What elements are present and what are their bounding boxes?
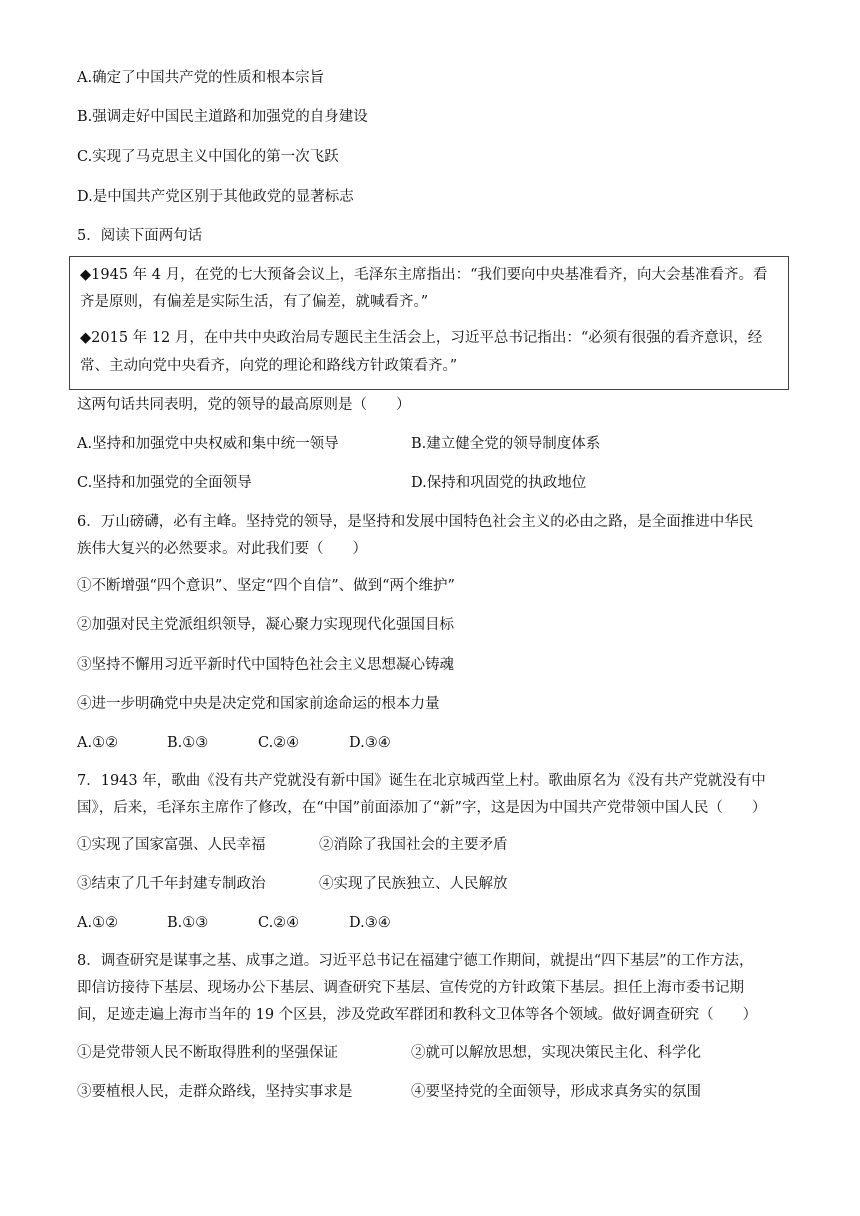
q4-option-d: D.是中国共产党区别于其他政党的显著标志	[77, 189, 354, 205]
q6-item-1: ①不断增强“四个意识”、坚定“四个自信”、做到“两个维护”	[77, 578, 455, 594]
q6-option-d: D.③④	[349, 735, 391, 751]
q7-stem-line-2: 国》，后来，毛泽东主席作了修改，在“中国”前面添加了“新”字，这是因为中国共产党带领中国人民（ ）	[77, 800, 767, 816]
q6-option-c: C.②④	[258, 735, 300, 751]
q5-option-d: D.保持和巩固党的执政地位	[411, 475, 587, 491]
q7-option-a: A.①②	[77, 915, 119, 931]
q7-item-3: ③结束了几千年封建专制政治	[77, 876, 266, 892]
q7-item-2: ②消除了我国社会的主要矛盾	[319, 837, 508, 853]
q6-option-a: A.①②	[77, 735, 119, 751]
q5-quote-box	[69, 256, 789, 390]
q5-option-c: C.坚持和加强党的全面领导	[77, 475, 252, 491]
q8-stem-line-1: 8．调查研究是谋事之基、成事之道。习近平总书记在福建宁德工作期间，就提出“四下基层”的工作方法，	[77, 953, 754, 969]
q8-item-2: ②就可以解放思想，实现决策民主化、科学化	[411, 1045, 701, 1061]
q6-item-3: ③坚持不懈用习近平新时代中国特色社会主义思想凝心铸魂	[77, 657, 454, 673]
q6-option-b: B.①③	[167, 735, 209, 751]
q5-option-a: A.坚持和加强党中央权威和集中统一领导	[77, 436, 339, 452]
q4-option-a: A.确定了中国共产党的性质和根本宗旨	[77, 70, 325, 86]
q5-stem: 5．阅读下面两句话	[77, 228, 203, 244]
q7-item-4: ④实现了民族独立、人民解放	[319, 876, 508, 892]
q7-option-c: C.②④	[258, 915, 300, 931]
q8-item-3: ③要植根人民，走群众路线，坚持实事求是	[77, 1084, 353, 1100]
q5-question: 这两句话共同表明，党的领导的最高原则是（ ）	[77, 397, 411, 413]
q4-option-b: B.强调走好中国民主道路和加强党的自身建设	[77, 109, 368, 125]
q5-option-b: B.建立健全党的领导制度体系	[411, 436, 601, 452]
q8-stem-line-3: 间，足迹走遍上海市当年的 19 个区县，涉及党政军群团和教科文卫体等各个领域。做好调查研究（ ）	[77, 1007, 758, 1023]
q7-item-1: ①实现了国家富强、人民幸福	[77, 837, 266, 853]
q6-stem-line-2: 族伟大复兴的必然要求。对此我们要（ ）	[77, 541, 367, 557]
q4-option-c: C.实现了马克思主义中国化的第一次飞跃	[77, 149, 339, 165]
q6-item-4: ④进一步明确党中央是决定党和国家前途命运的根本力量	[77, 696, 440, 712]
q7-stem-line-1: 7．1943 年，歌曲《没有共产党就没有新中国》诞生在北京城西堂上村。歌曲原名为《没有共产党就没有中	[77, 773, 766, 789]
q6-stem-line-1: 6．万山磅礴，必有主峰。坚持党的领导，是坚持和发展中国特色社会主义的必由之路，是全面推进中华民	[77, 514, 754, 530]
quote-2-line-1: ◆2015 年 12 月，在中共中央政治局专题民主生活会上，习近平总书记指出：“必须有很强的看齐意识，经	[80, 330, 763, 346]
q7-option-b: B.①③	[167, 915, 209, 931]
q8-item-4: ④要坚持党的全面领导，形成求真务实的氛围	[411, 1084, 701, 1100]
q8-stem-line-2: 即信访接待下基层、现场办公下基层、调查研究下基层、宣传党的方针政策下基层。担任上海市委书记期	[77, 980, 744, 996]
q8-item-1: ①是党带领人民不断取得胜利的坚强保证	[77, 1045, 338, 1061]
quote-1-line-1: ◆1945 年 4 月，在党的七大预备会议上，毛泽东主席指出：“我们要向中央基准看齐，向大会基准看齐。看	[80, 267, 768, 283]
quote-2-line-2: 常、主动向党中央看齐，向党的理论和路线方针政策看齐。”	[80, 358, 458, 374]
q7-option-d: D.③④	[349, 915, 391, 931]
q6-item-2: ②加强对民主党派组织领导，凝心聚力实现现代化强国目标	[77, 617, 454, 633]
quote-1-line-2: 齐是原则，有偏差是实际生活，有了偏差，就喊看齐。”	[80, 294, 429, 310]
